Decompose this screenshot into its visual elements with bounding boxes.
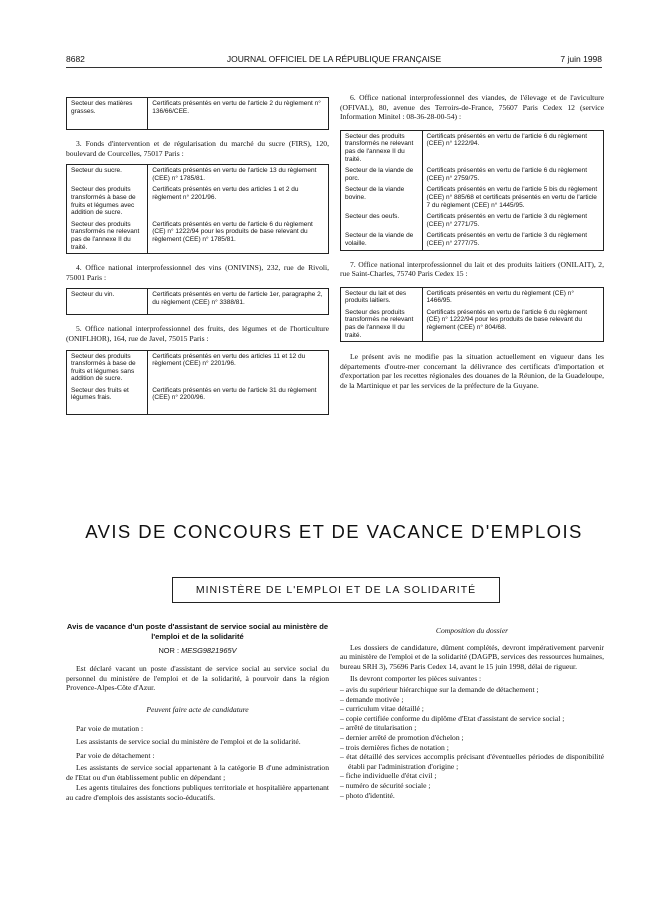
list-item: – avis du supérieur hiérarchique sur la demande de détachement ; [340,684,539,694]
sector-cell: Secteur des fruits et légumes frais. [67,385,148,415]
list-item: – fiche individuelle d'état civil ; [340,771,437,781]
para-onivins: 4. Office national interprofessionnel des vins (ONIVINS), 232, rue de Rivoli, 75001 Paris : [66,263,329,282]
list-item: – trois dernières fiches de notation ; [340,742,449,752]
right-top-column [340,93,604,391]
table-row [341,184,604,211]
table-row [67,289,329,315]
mutation-label: Par voie de mutation : [76,724,144,734]
notice-column [66,622,329,803]
table-row [67,385,329,415]
table-fruits [66,350,329,416]
certificates-cell: Certificats présentés en vertu de l'article 3 du règlement (CEE) n° 2771/75. [426,213,588,228]
eligible-heading: Peuvent faire acte de candidature [146,704,249,714]
nor-line [66,646,329,655]
list-item: – numéro de sécurité sociale ; [340,780,431,790]
para-oniflhor: 5. Office national interprofessionnel des fruits, des légumes et de l'horticulture (ONIFLHOR), 164, rue de Javel, 75015 Paris : [66,324,329,343]
certificates-cell: Certificats présentés en vertu de l'article 3 du règlement (CEE) n° 2777/75. [426,232,588,247]
dossier-lead: Ils devront comporter les pièces suivantes : [350,674,482,684]
table-row [341,130,604,165]
table-meat [340,130,604,251]
certificates-cell: Certificats présentés en vertu de l'article 13 du règlement (CEE) n° 1785/81. [152,167,317,182]
table-row [341,307,604,342]
table-row [341,230,604,250]
sector-cell: Secteur de la viande bovine. [341,184,423,211]
list-item: – arrêté de titularisation ; [340,723,417,733]
sector-cell: Secteur du vin. [67,289,148,315]
list-item: – curriculum vitae détaillé ; [340,704,424,714]
notice-intro: Est déclaré vacant un poste d'assistant de service social au service social du personnel du ministère de l'emploi et de la solidarité, à pourvoir dans la région Provence-Alpes-Côte d'Azur. [66,664,329,693]
closing-paragraph: Le présent avis ne modifie pas la situation actuellement en vigueur dans les départements d'outre-mer concernant la délivrance des certificats d'importation et d'exportation par les recettes régionales des douanes de la Réunion, de la Guadeloupe, de la Martinique et par les services de la préfecture de la Guyane. [340,352,604,391]
sector-cell: Secteur du lait et des produits laitiers. [341,287,423,307]
sector-cell: Secteur des produits transformés ne relevant pas de l'annexe II du traité. [341,130,423,165]
left-top-column [66,97,329,415]
list-item: – copie certifiée conforme du diplôme d'Etat d'assistant de service social ; [340,713,565,723]
table-row [341,287,604,307]
para-onilait: 7. Office national interprofessionnel du lait et des produits laitiers (ONILAIT), 2, rue Saint-Charles, 75740 Paris Cedex 15 : [340,259,604,279]
certificates-cell: Certificats présentés en vertu des articles 1 et 2 du règlement n° 2201/96. [152,186,299,201]
dossier-list [340,685,604,800]
mutation-text: Les assistants de service social du ministère de l'emploi et de la solidarité. [76,736,301,746]
detachement-label: Par voie de détachement : [76,750,155,760]
sector-cell: Secteur du sucre. [67,165,148,185]
para-ofival: 6. Office national interprofessionnel des viandes, de l'élevage et de l'aviculture (OFIVAL), 80, avenue des Terroirs-de-France, 75607 Paris Cedex 12 (service Information Minitel : 08-36-28-00-54) : [340,93,604,122]
sector-cell: Secteur de la viande de volaille. [341,230,423,250]
issue-date: 7 juin 1998 [560,54,602,64]
certificates-cell: Certificats présentés en vertu de l'article 31 du règlement (CEE) n° 2200/96. [152,386,317,402]
nor-label: NOR : [158,646,179,655]
list-item: – état détaillé des services accomplis précisant d'éventuelles périodes de disponibilité établi par l'administration d'origine ; [340,752,604,771]
dossier-text: Les dossiers de candidature, dûment complétés, devront impérativement parvenir au ministère de l'emploi et de la solidarité (DAGPB, services des ressources humaines, bureau SRH 3), 75696 Paris Cedex 14, avant le 15 juin 1998, délai de rigueur. [340,642,604,671]
nor-code: MESG9821965V [181,646,237,655]
section-title: AVIS DE CONCOURS ET DE VACANCE D'EMPLOIS [85,521,583,542]
notice-title: Avis de vacance d'un poste d'assistant de service social au ministère de l'emploi et de la solidarité [66,622,329,641]
table-dairy [340,287,604,343]
table-row [67,350,329,385]
certificates-cell: Certificats présentés en vertu de l'article 5 bis du règlement (CEE) n° 885/68 et certificats présentés en vertu de l'article 7 du règlement (CEE) n° 1445/95. [426,186,598,209]
table-row [67,98,329,130]
certificates-cell: Certificats présentés en vertu de l'article 6 du règlement (CEE) n° 2759/75. [426,167,588,182]
table-row [67,184,329,218]
table-fats [66,97,329,130]
sector-cell: Secteur des matières grasses. [67,98,148,130]
list-item: – dernier arrêté de promotion d'échelon ; [340,732,464,742]
certificates-cell: Certificats présentés en vertu des articles 11 et 12 du règlement (CEE) n° 2201/96. [152,352,306,368]
table-row [341,165,604,184]
table-sugar [66,164,329,254]
ministry-box: MINISTÈRE DE L'EMPLOI ET DE LA SOLIDARITÉ [172,577,500,603]
detachement-text-2: Les agents titulaires des fonctions publiques territoriale et hospitalière appartenant au cadre d'emplois des assistants socio-éducatifs. [66,783,329,802]
certificates-cell: Certificats présentés en vertu de l'article 1er, paragraphe 2, du règlement (CEE) n° 3388/81. [152,291,323,306]
sector-cell: Secteur des produits transformés ne relevant pas de l'annexe II du traité. [341,307,423,342]
dossier-column [340,626,604,800]
sector-cell: Secteur des produits transformés à base de fruits et légumes avec addition de sucre. [67,184,148,218]
list-item: – photo d'identité. [340,790,395,800]
certificates-cell: Certificats présentés en vertu de l'article 6 du règlement (CE) n° 1222/94 pour les produits de base relevant du règlement (CEE) n° 1785/81. [152,220,313,243]
sector-cell: Secteur des oeufs. [341,211,423,230]
page-number: 8682 [66,54,85,64]
header-rule [66,67,602,68]
journal-title: JOURNAL OFFICIEL DE LA RÉPUBLIQUE FRANÇAISE [226,54,442,64]
sector-cell: Secteur des produits transformés ne relevant pas de l'annexe II du traité. [67,219,148,254]
certificates-cell: Certificats présentés en vertu de l'article 2 du règlement n° 136/66/CEE. [152,100,321,115]
certificates-cell: Certificats présentés en vertu de l'article 6 du règlement (CE) n° 1222/94 pour les produits de base relevant du règlement (CEE) n° 804/68. [426,308,588,332]
sector-cell: Secteur des produits transformés à base de fruits et légumes sans addition de sucre. [67,350,148,385]
table-row [341,211,604,230]
para-firs: 3. Fonds d'intervention et de régularisation du marché du sucre (FIRS), 120, boulevard de Courcelles, 75017 Paris : [66,139,329,158]
sector-cell: Secteur de la viande de porc. [341,165,423,184]
table-row [67,165,329,185]
detachement-text-1: Les assistants de service social appartenant à la catégorie B d'une administration de l'Etat ou d'un établissement public en dépendant ; [66,763,329,782]
certificates-cell: Certificats présentés en vertu du règlement (CE) n° 1466/95. [426,289,574,305]
table-row [67,219,329,254]
certificates-cell: Certificats présentés en vertu de l'article 6 du règlement (CEE) n° 1222/94. [426,132,588,148]
table-wine [66,288,329,315]
list-item: – demande motivée ; [340,694,404,704]
dossier-heading: Composition du dossier [435,626,509,635]
